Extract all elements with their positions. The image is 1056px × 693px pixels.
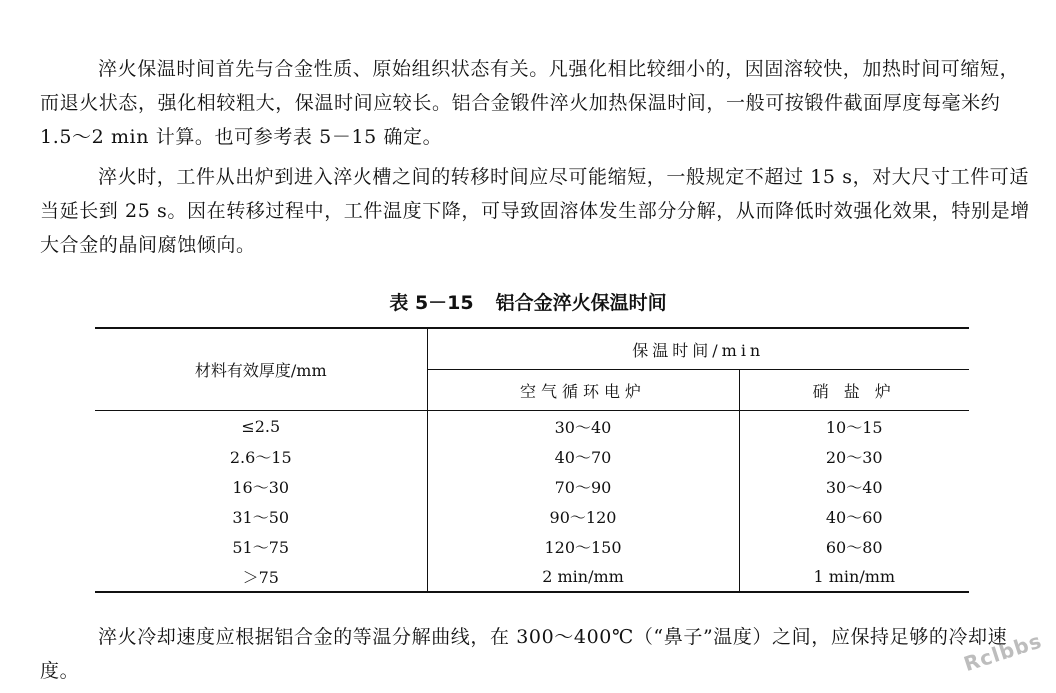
cell-salt: 60～80 <box>739 531 969 561</box>
paragraph-3 <box>40 620 1030 688</box>
paragraph-2 <box>40 160 1030 262</box>
cell-thickness: 2.6～15 <box>229 447 292 467</box>
table-title: 铝合金淬火保温时间 <box>495 292 667 314</box>
table-row <box>95 471 969 501</box>
cell-air: 40～70 <box>427 441 739 471</box>
paragraph-3-text: 淬火冷却速度应根据铝合金的等温分解曲线，在 300～400℃（“鼻子”温度）之间，应保持足够的冷却速度。 <box>40 626 1008 682</box>
paragraph-2-text: 淬火时，工件从出炉到进入淬火槽之间的转移时间应尽可能缩短，一般规定不超过 15 s，对大尺寸工件可适当延长到 25 s。因在转移过程中，工件温度下降，可导致固溶体发生部分分解，从而降低时效强化效果，特别是增大合金的晶间腐蚀倾向。 <box>40 166 1030 256</box>
table-number: 表 5－15 <box>389 292 474 314</box>
table-row <box>95 561 969 592</box>
cell-air: 30～40 <box>427 411 739 442</box>
header-salt-furnace: 硝 盐 炉 <box>739 370 969 411</box>
cell-thickness: ＞75 <box>95 561 427 592</box>
watermark-logo: Rclbbs <box>960 628 1045 677</box>
cell-salt: 20～30 <box>739 441 969 471</box>
cell-thickness: 51～75 <box>232 537 290 557</box>
table-header-row-1 <box>95 328 969 370</box>
paragraph-1-text: 淬火保温时间首先与合金性质、原始组织状态有关。凡强化相比较细小的，因固溶较快，加热时间可缩短，而退火状态，强化相较粗大，保温时间应较长。铝合金锻件淬火加热保温时间，一般可按锻件截面厚度每毫米约 1.5～2 min 计算。也可参考表 5－15 确定。 <box>40 58 1020 148</box>
cell-thickness: 31～50 <box>232 507 290 527</box>
cell-salt: 10～15 <box>739 411 969 442</box>
cell-salt: 40～60 <box>739 501 969 531</box>
cell-thickness: 16～30 <box>232 477 290 497</box>
table-row <box>95 411 969 442</box>
header-air-furnace: 空气循环电炉 <box>427 370 739 411</box>
cell-air: 70～90 <box>427 471 739 501</box>
hold-time-table <box>95 327 969 593</box>
cell-salt: 30～40 <box>739 471 969 501</box>
table-row <box>95 501 969 531</box>
cell-thickness: ≤2.5 <box>241 416 281 436</box>
table-row <box>95 531 969 561</box>
cell-air: 90～120 <box>427 501 739 531</box>
table-row <box>95 441 969 471</box>
cell-air: 2 min/mm <box>427 561 739 592</box>
paragraph-1 <box>40 52 1030 154</box>
header-thickness: 材料有效厚度/mm <box>95 328 427 411</box>
cell-salt: 1 min/mm <box>739 561 969 592</box>
cell-air: 120～150 <box>427 531 739 561</box>
table-caption <box>0 288 1056 315</box>
header-hold-time: 保温时间/min <box>427 328 969 370</box>
